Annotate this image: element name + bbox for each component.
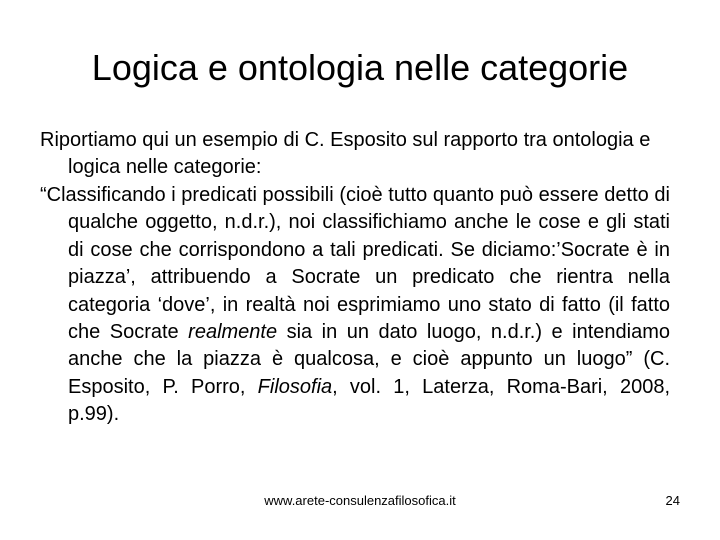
- quote-text-part3: , vol. 1, Laterza, Roma-Bari, 2008, p.99).: [68, 375, 670, 426]
- book-title: Filosofia: [257, 375, 333, 398]
- quote-paragraph: [40, 182, 670, 429]
- page-number: 24: [665, 493, 680, 508]
- footer-url: www.arete-consulenzafilosofica.it: [264, 493, 456, 508]
- quote-text-part2: sia in un dato luogo, n.d.r.) e intendiamo anche che la piazza è qualcosa, e cioè appunto un luogo” (C. Esposito, P. Porro,: [68, 321, 670, 398]
- quote-emphasis: realmente: [188, 321, 278, 344]
- intro-paragraph: Riportiamo qui un esempio di C. Esposito sul rapporto tra ontologia e logica nelle categorie:: [40, 129, 651, 179]
- slide-title: Logica e ontologia nelle categorie: [91, 47, 629, 88]
- quote-text-part1: “Classificando i predicati possibili (cioè tutto quanto può essere detto di qualche oggetto, n.d.r.), noi classifichiamo anche le cose e gli stati di cose che corrispondono a tali predicati. Se diciamo:’Socrate è in piazza’, attribuendo a Socrate un predicato che rientra nella categoria ‘dove’, in realtà noi esprimiamo uno stato di fatto (il fatto che Socrate: [40, 184, 670, 344]
